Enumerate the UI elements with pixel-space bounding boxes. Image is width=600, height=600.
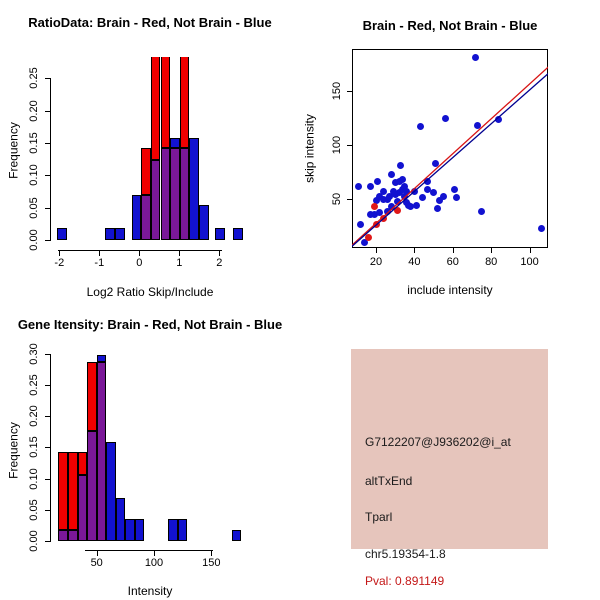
chart-title: RatioData: Brain - Red, Not Brain - Blue (28, 15, 272, 30)
x-axis-tick (154, 550, 155, 556)
y-axis-line (50, 78, 51, 241)
x-axis-label: Log2 Ratio Skip/Include (86, 285, 214, 299)
y-axis-tick (45, 541, 50, 542)
x-axis-line (85, 550, 213, 551)
y-tick-label: 0.10 (28, 467, 40, 490)
histogram-bar (180, 57, 190, 148)
histogram-bar (132, 195, 141, 240)
y-tick-label: 0.15 (28, 436, 40, 459)
x-tick-label: 1 (176, 257, 183, 269)
y-axis-line (50, 354, 51, 542)
y-tick-label: 0.20 (28, 405, 40, 428)
histogram-bar (78, 452, 88, 476)
x-tick-label: 150 (202, 557, 221, 569)
histogram-bar-overlap (141, 195, 151, 240)
x-tick-label: 80 (485, 256, 498, 268)
y-axis-tick (45, 510, 50, 511)
panel-scatter (300, 0, 600, 300)
histogram-bar (116, 498, 126, 541)
info-line-event-type: altTxEnd (365, 474, 413, 488)
x-tick-label: -2 (54, 257, 65, 269)
histogram-bar (135, 519, 144, 541)
histogram-bar (151, 57, 161, 160)
x-axis-tick (99, 250, 100, 256)
histogram-bar-overlap (87, 431, 96, 541)
y-tick-label: 0.25 (28, 374, 40, 396)
y-tick-label: 0.15 (28, 132, 40, 154)
notbrain-fit-line (352, 73, 549, 247)
histogram-bar (168, 519, 177, 541)
y-tick-label: 0.00 (28, 529, 40, 552)
y-tick-label: 0.00 (28, 229, 40, 251)
histogram-bar (215, 228, 225, 240)
histogram-bar (161, 57, 171, 148)
y-axis-tick (45, 354, 50, 355)
histogram-bar-overlap (97, 362, 107, 541)
y-tick-label: 50 (331, 193, 343, 206)
x-axis-tick (530, 248, 531, 253)
panel-gene-info (300, 300, 600, 600)
histogram-bar (141, 148, 151, 195)
y-tick-label: 0.30 (28, 343, 40, 365)
histogram-bar (199, 205, 209, 240)
histogram-bar-overlap (78, 475, 88, 540)
y-axis-label: skip intensity (302, 114, 317, 183)
panel-ratio-histogram (0, 0, 300, 300)
x-tick-label: 0 (136, 257, 143, 269)
x-axis-tick (453, 248, 454, 253)
plot-area-gene-histogram (0, 300, 300, 600)
y-axis-label: Frequency (6, 422, 21, 479)
histogram-bar-overlap (180, 148, 190, 240)
x-axis-tick (414, 248, 415, 253)
histogram-bar (189, 138, 199, 240)
x-axis-label: include intensity (407, 283, 493, 297)
histogram-bar (233, 228, 243, 240)
histogram-bar (232, 530, 242, 541)
y-axis-tick (45, 208, 50, 209)
histogram-bar (87, 362, 96, 430)
x-axis-tick (211, 550, 212, 556)
y-axis-tick (45, 175, 50, 176)
x-tick-label: 100 (520, 256, 539, 268)
plot-area-ratio-histogram (0, 0, 300, 300)
histogram-bar (106, 442, 115, 540)
y-tick-label: 100 (331, 135, 343, 155)
x-tick-label: 50 (90, 557, 103, 569)
y-tick-label: 0.05 (28, 498, 40, 521)
histogram-bar-overlap (170, 148, 180, 240)
x-tick-label: 40 (408, 256, 421, 268)
x-tick-label: -1 (94, 257, 105, 269)
gene-info-box (351, 349, 548, 588)
fit-lines-layer (352, 49, 549, 248)
x-tick-label: 100 (144, 557, 164, 569)
y-axis-tick (45, 447, 50, 448)
histogram-bar (115, 228, 125, 240)
x-tick-label: 2 (216, 257, 223, 269)
y-axis-tick (45, 78, 50, 79)
info-line-pvalue: Pval: 0.891149 (365, 574, 445, 588)
histogram-bar (97, 355, 107, 362)
x-axis-tick (376, 248, 377, 253)
x-tick-label: 60 (446, 256, 459, 268)
y-axis-tick (45, 479, 50, 480)
x-tick-label: 20 (369, 256, 383, 268)
y-axis-tick (45, 111, 50, 112)
y-tick-label: 0.20 (28, 99, 40, 122)
histogram-bar (58, 452, 68, 530)
x-axis-tick (59, 250, 60, 256)
x-axis-label: Intensity (127, 584, 173, 598)
histogram-bar-overlap (161, 148, 171, 240)
histogram-bar (105, 228, 115, 240)
panel-gene-intensity-histogram (0, 300, 300, 600)
histogram-bar (125, 519, 135, 541)
y-axis-tick (45, 143, 50, 144)
histogram-bar (170, 138, 180, 148)
y-tick-label: 150 (331, 81, 343, 100)
histogram-bar (57, 228, 67, 240)
histogram-bar-overlap (68, 530, 77, 541)
histogram-bar (178, 519, 188, 541)
x-axis-tick (139, 250, 140, 256)
x-axis-tick (491, 248, 492, 253)
y-axis-tick (45, 240, 50, 241)
brain-fit-line (352, 67, 549, 246)
x-axis-tick (179, 250, 180, 256)
x-axis-tick (97, 550, 98, 556)
chart-title: Gene Itensity: Brain - Red, Not Brain - Blue (17, 317, 283, 332)
y-tick-label: 0.05 (28, 196, 40, 219)
info-line-locus: chr5.19354-1.8 (365, 547, 446, 561)
info-line-gene-name: Tparl (365, 510, 393, 524)
histogram-bar-overlap (58, 530, 68, 541)
y-tick-label: 0.25 (28, 67, 40, 90)
chart-title: Brain - Red, Not Brain - Blue (362, 18, 538, 33)
x-axis-tick (219, 250, 220, 256)
y-axis-tick (45, 416, 50, 417)
y-axis-tick (45, 385, 50, 386)
plot-area-scatter (300, 0, 600, 300)
histogram-bar (68, 452, 77, 530)
y-tick-label: 0.10 (28, 164, 40, 187)
histogram-bar-overlap (151, 160, 161, 240)
y-axis-label: Frequency (6, 122, 21, 179)
info-line-probe-id: G7122207@J936202@i_at (365, 435, 511, 449)
